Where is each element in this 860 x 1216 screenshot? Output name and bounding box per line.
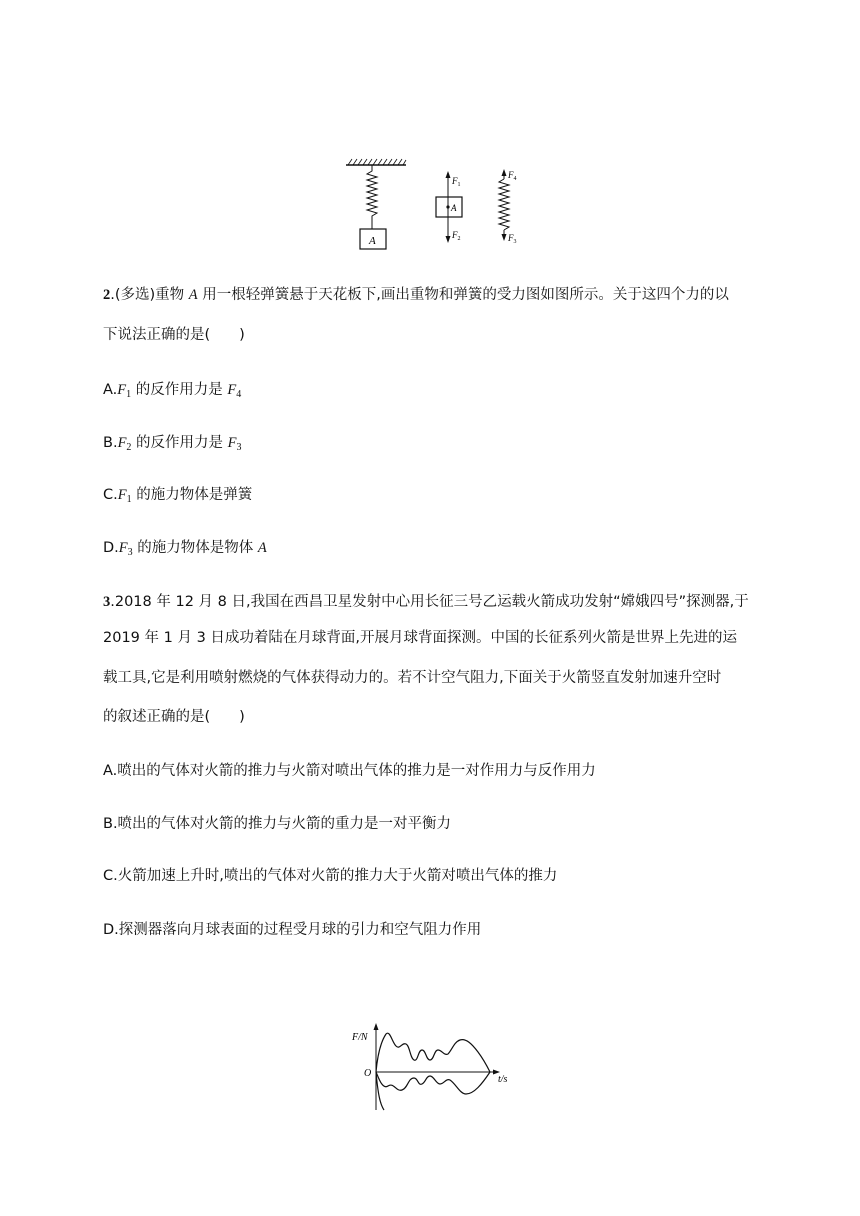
lower-curve <box>376 1072 490 1110</box>
q3-stem-line2: 2019 年 1 月 3 日成功着陆在月球背面,开展月球背面探测。中国的长征系列火箭是世界上先进的运 <box>103 630 738 646</box>
box-a-label: A <box>451 203 457 213</box>
q3-option-b[interactable]: B.喷出的气体对火箭的推力与火箭的重力是一对平衡力 <box>103 816 452 832</box>
q3-stem-line1: 3.2018 年 12 月 8 日,我国在西昌卫星发射中心用长征三号乙运载火箭成功发射“嫦娥四号”探测器,于 <box>103 594 749 610</box>
f4-label: $F_4$ <box>508 170 517 182</box>
spring-force-figure <box>340 155 530 255</box>
q3-option-c[interactable]: C.火箭加速上升时,喷出的气体对火箭的推力大于火箭对喷出气体的推力 <box>103 868 558 884</box>
q3-option-a[interactable]: A.喷出的气体对火箭的推力与火箭对喷出气体的推力是一对作用力与反作用力 <box>103 763 596 779</box>
q2-option-c[interactable]: $C.F_1$ 的施力物体是弹簧 <box>103 487 253 505</box>
q3-stem-line4: 的叙述正确的是( ) <box>103 709 245 725</box>
f1-label: $F_1$ <box>452 176 461 188</box>
f2-label: $F_2$ <box>452 230 461 242</box>
q2-option-d[interactable]: $D.F_3$ 的施力物体是物体 A <box>103 540 267 558</box>
spring <box>367 165 377 229</box>
q2-option-b[interactable]: $B.F_2$ 的反作用力是 $F_3$ <box>103 435 242 453</box>
x-axis-label: t/s <box>498 1074 508 1085</box>
q2-option-a[interactable]: $A.F_1$ 的反作用力是 $F_4$ <box>103 382 242 400</box>
q3-stem-line3: 载工具,它是利用喷射燃烧的气体获得动力的。若不计空气阻力,下面关于火箭竖直发射加速升空时 <box>103 670 722 686</box>
q2-stem-line2: 下说法正确的是( ) <box>103 327 245 343</box>
block-a-label: A <box>369 235 376 247</box>
q3-option-d[interactable]: D.探测器落向月球表面的过程受月球的引力和空气阻力作用 <box>103 922 482 938</box>
upper-curve <box>376 1033 490 1072</box>
origin-label: O <box>364 1068 372 1079</box>
force-time-graph <box>348 1020 518 1115</box>
y-axis-label: F/N <box>352 1032 368 1043</box>
q2-stem-line1: 2.(多选)重物 A 用一根轻弹簧悬于天花板下,画出重物和弹簧的受力图如图所示。关于这四个力的以 <box>103 287 729 303</box>
f3-label: $F_3$ <box>508 233 517 245</box>
